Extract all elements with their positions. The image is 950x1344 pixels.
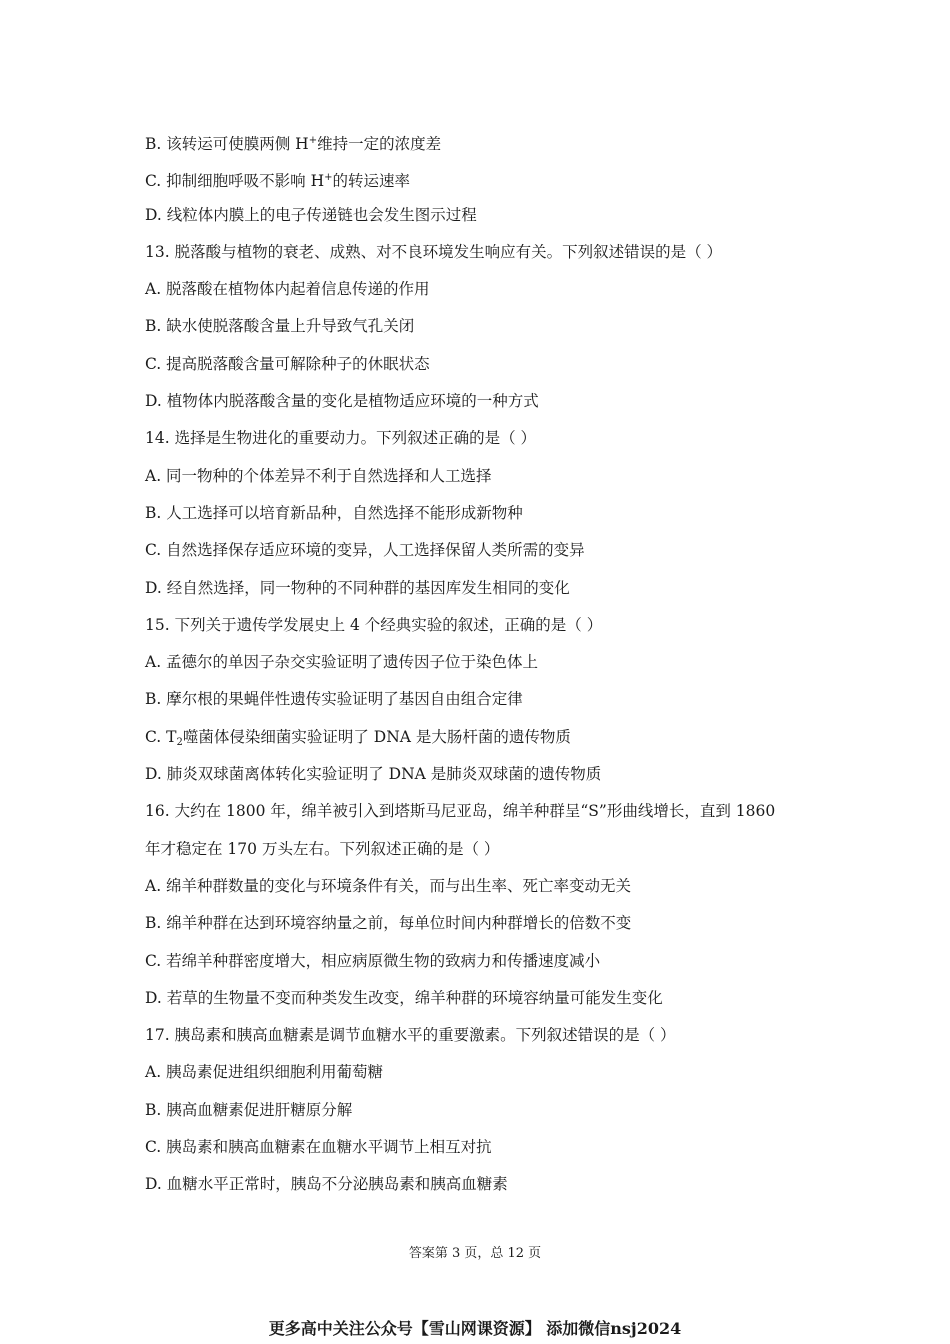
option-line: C. $T_2$噬菌体侵染细菌实验证明了 DNA 是大肠杆菌的遗传物质 — [145, 727, 571, 748]
option-line: A. 脱落酸在植物体内起着信息传递的作用 — [145, 280, 430, 299]
question-stem: 17. 胰岛素和胰高血糖素是调节血糖水平的重要激素。下列叙述错误的是（ ） — [145, 1026, 676, 1045]
question-stem: 13. 脱落酸与植物的衰老、成熟、对不良环境发生响应有关。下列叙述错误的是（ ） — [145, 242, 723, 261]
option-line: A. 同一物种的个体差异不利于自然选择和人工选择 — [145, 466, 492, 485]
question-stem: 15. 下列关于遗传学发展史上 4 个经典实验的叙述，正确的是（ ） — [145, 615, 603, 634]
option-line: B. 该转运可使膜两侧 H+维持一定的浓度差 — [145, 135, 442, 153]
option-line: C. 自然选择保存适应环境的变异，人工选择保留人类所需的变异 — [145, 541, 585, 560]
option-line: B. 缺水使脱落酸含量上升导致气孔关闭 — [145, 317, 415, 336]
option-line: A. 孟德尔的单因子杂交实验证明了遗传因子位于染色体上 — [145, 653, 539, 672]
option-line: C. 胰岛素和胰高血糖素在血糖水平调节上相互对抗 — [145, 1138, 492, 1157]
promo-banner: 更多高中关注公众号【雪山网课资源】 添加微信nsj2024 — [268, 1319, 682, 1338]
option-line: D. 经自然选择，同一物种的不同种群的基因库发生相同的变化 — [145, 578, 570, 597]
option-line: D. 线粒体内膜上的电子传递链也会发生图示过程 — [145, 205, 477, 224]
option-line: B. 人工选择可以培育新品种，自然选择不能形成新物种 — [145, 503, 523, 522]
option-line: C. 若绵羊种群密度增大，相应病原微生物的致病力和传播速度减小 — [145, 951, 601, 970]
option-line: D. 植物体内脱落酸含量的变化是植物适应环境的一种方式 — [145, 392, 539, 411]
option-line: B. 绵羊种群在达到环境容纳量之前，每单位时间内种群增长的倍数不变 — [145, 914, 632, 933]
question-stem: 16. 大约在 1800 年，绵羊被引入到塔斯马尼亚岛，绵羊种群呈“S”形曲线增长，直到 1860 — [145, 802, 776, 821]
option-line: B. 摩尔根的果蝇伴性遗传实验证明了基因自由组合定律 — [145, 690, 523, 709]
option-line: D. 若草的生物量不变而种类发生改变，绵羊种群的环境容纳量可能发生变化 — [145, 988, 663, 1007]
question-stem: 年才稳定在 170 万头左右。下列叙述正确的是（ ） — [145, 839, 500, 858]
option-line: B. 胰高血糖素促进肝糖原分解 — [145, 1100, 353, 1119]
option-line: D. 血糖水平正常时，胰岛不分泌胰岛素和胰高血糖素 — [145, 1175, 508, 1194]
option-line: C. 提高脱落酸含量可解除种子的休眠状态 — [145, 354, 430, 373]
question-stem: 14. 选择是生物进化的重要动力。下列叙述正确的是（ ） — [145, 429, 537, 448]
option-line: A. 绵羊种群数量的变化与环境条件有关，而与出生率、死亡率变动无关 — [145, 876, 632, 895]
option-line: A. 胰岛素促进组织细胞利用葡萄糖 — [145, 1063, 384, 1082]
question-text — [145, 122, 825, 1204]
option-line: D. 肺炎双球菌离体转化实验证明了 DNA 是肺炎双球菌的遗传物质 — [145, 765, 602, 784]
option-line: C. 抑制细胞呼吸不影响 H+的转运速率 — [145, 172, 411, 191]
page-footer: 答案第 3 页，总 12 页 — [408, 1246, 542, 1261]
